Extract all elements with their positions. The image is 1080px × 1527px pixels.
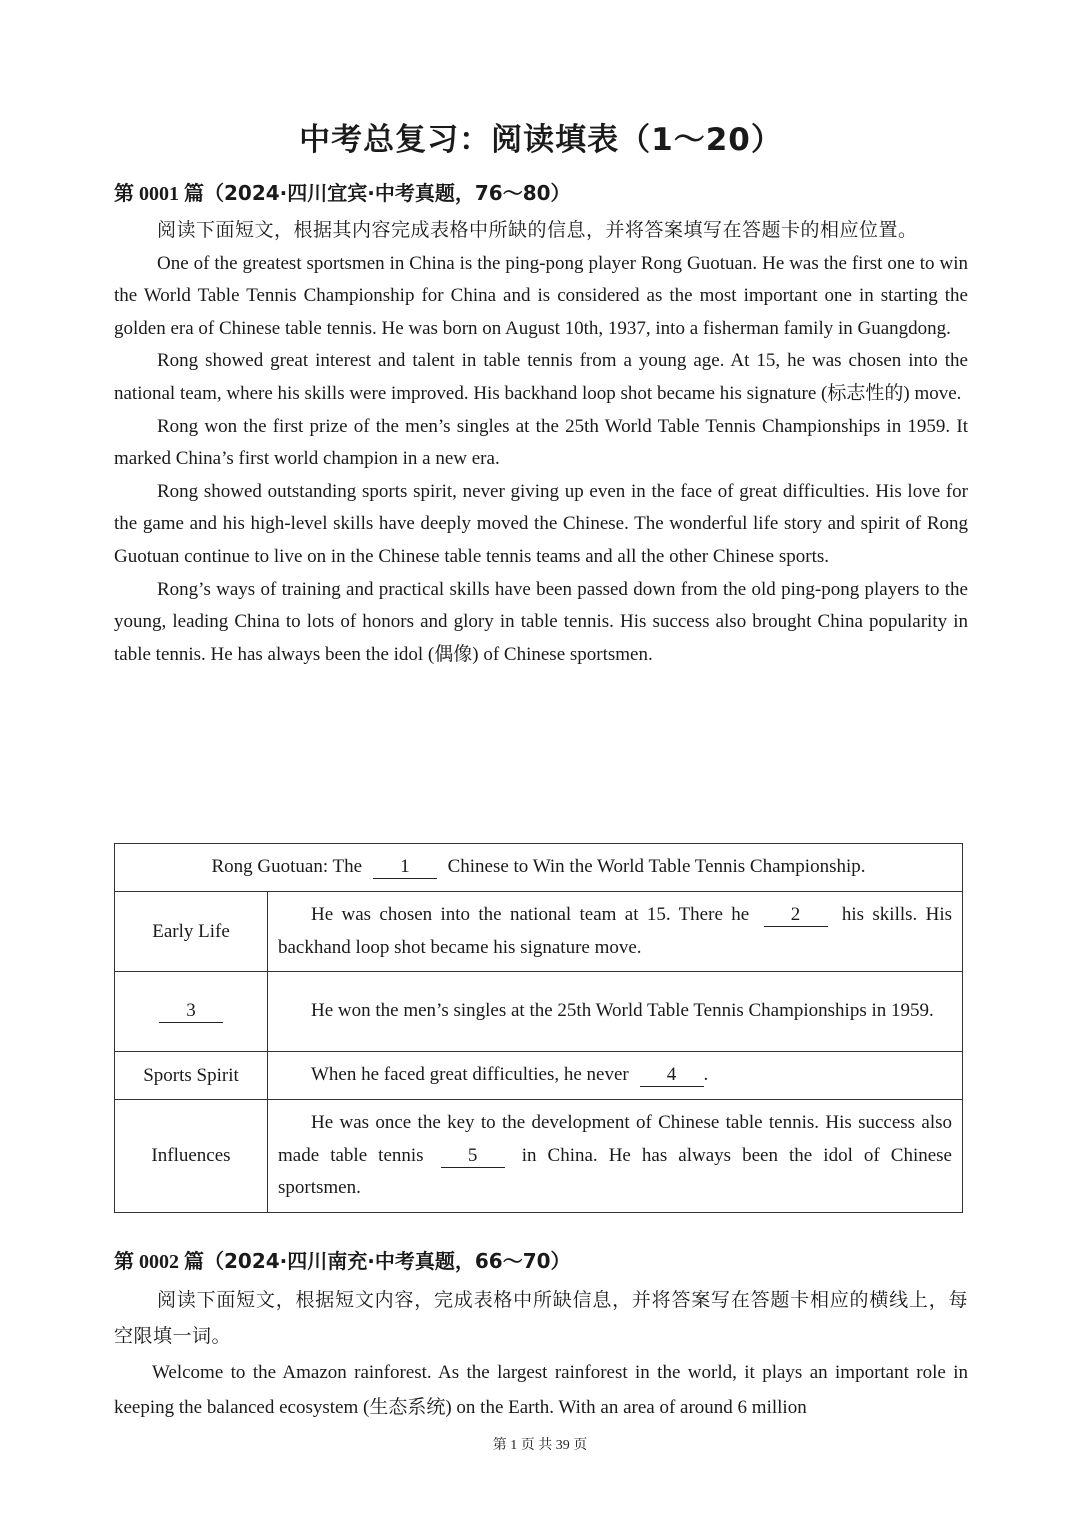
passage-paragraph: One of the greatest sportsmen in China is the ping-pong player Rong Guotuan. He was the first one to win the World Table Tennis Championship for China and is considered as the most important one in starting the golden era of Chinese table tennis. He was born on August 10th, 1937, into a fisherman family in Guangdong. [114,252,968,339]
row-label: Sports Spirit [115,1052,268,1100]
answer-blank[interactable]: 1 [373,856,437,879]
page-footer: 第 1 页 共 39 页 [492,1438,588,1453]
answer-blank[interactable]: 3 [159,1000,223,1023]
row-text: He won the men’s singles at the 25th World Table Tennis Championships in 1959. [311,1000,934,1022]
row-label [115,972,268,1052]
table-row [115,892,963,972]
row-text: He was chosen into the national team at 15. There he [311,903,750,925]
row-label: Influences [115,1100,268,1213]
table-header-cell [115,844,963,892]
row-text: When he faced great difficulties, he never [311,1064,629,1086]
heading-source: 篇（2024·四川南充·中考真题，66～70） [184,1249,571,1273]
instruction-text: 阅读下面短文，根据其内容完成表格中所缺的信息，并将答案填写在答题卡的相应位置。 [157,220,918,241]
row-label: Early Life [115,892,268,972]
section-0002 [114,1246,968,1425]
row-text: . [703,1064,709,1086]
answer-blank[interactable]: 5 [441,1145,505,1168]
passage-paragraph: Welcome to the Amazon rainforest. As the largest rainforest in the world, it plays an important role in keeping the balanced ecosystem (生态系统) on the Earth. With an area of around 6 million [114,1362,968,1418]
passage-paragraph: Rong showed outstanding sports spirit, never giving up even in the face of great difficulties. His love for the game and his high-level skills have deeply moved the Chinese. The wonderful life story and spirit of Rong Guotuan continue to live on in the Chinese table tennis teams and all the other Chinese sports. [114,480,968,567]
section-0001 [114,178,968,671]
table-header-row [115,844,963,892]
table-row [115,972,963,1052]
table-row [115,1100,963,1213]
row-text: his skills. His backhand loop shot became his signature move. [278,903,953,958]
section-heading [114,178,968,209]
row-content [268,1100,963,1213]
instruction-text: 阅读下面短文，根据短文内容，完成表格中所缺信息，并将答案写在答题卡相应的横线上，每空限填一词。 [114,1290,968,1347]
heading-label: 第 [114,181,134,205]
section-heading [114,1246,968,1277]
table-row [115,1052,963,1100]
heading-number: 0002 [139,1251,179,1273]
heading-number: 0001 [139,183,179,205]
fill-in-table [114,843,963,1213]
row-text: He was once the key to the development of Chinese table tennis. His success also made table tennis [278,1112,952,1166]
header-text: Chinese to Win the World Table Tennis Championship. [447,856,866,877]
answer-blank[interactable]: 4 [640,1064,704,1087]
row-text: in China. He has always been the idol of Chinese sportsmen. [278,1144,952,1199]
passage-paragraph: Rong won the first prize of the men’s singles at the 25th World Table Tennis Championships in 1959. It marked China’s first world champion in a new era. [114,415,968,470]
answer-blank[interactable]: 2 [764,904,828,927]
row-content [268,1052,963,1100]
heading-label: 第 [114,1249,134,1273]
page-title: 中考总复习：阅读填表（1～20） [299,122,783,158]
header-text: Rong Guotuan: The [211,856,363,877]
passage-paragraph: Rong showed great interest and talent in table tennis from a young age. At 15, he was chosen into the national team, where his skills were improved. His backhand loop shot became his signature (标志性的) move. [114,350,968,404]
heading-source: 篇（2024·四川宜宾·中考真题，76～80） [184,181,571,205]
row-content [268,972,963,1052]
passage-paragraph: Rong’s ways of training and practical skills have been passed down from the old ping-pong players to the young, leading China to lots of honors and glory in table tennis. His success also brought China popularity in table tennis. He has always been the idol (偶像) of Chinese sportsmen. [114,578,968,665]
row-content [268,892,963,972]
